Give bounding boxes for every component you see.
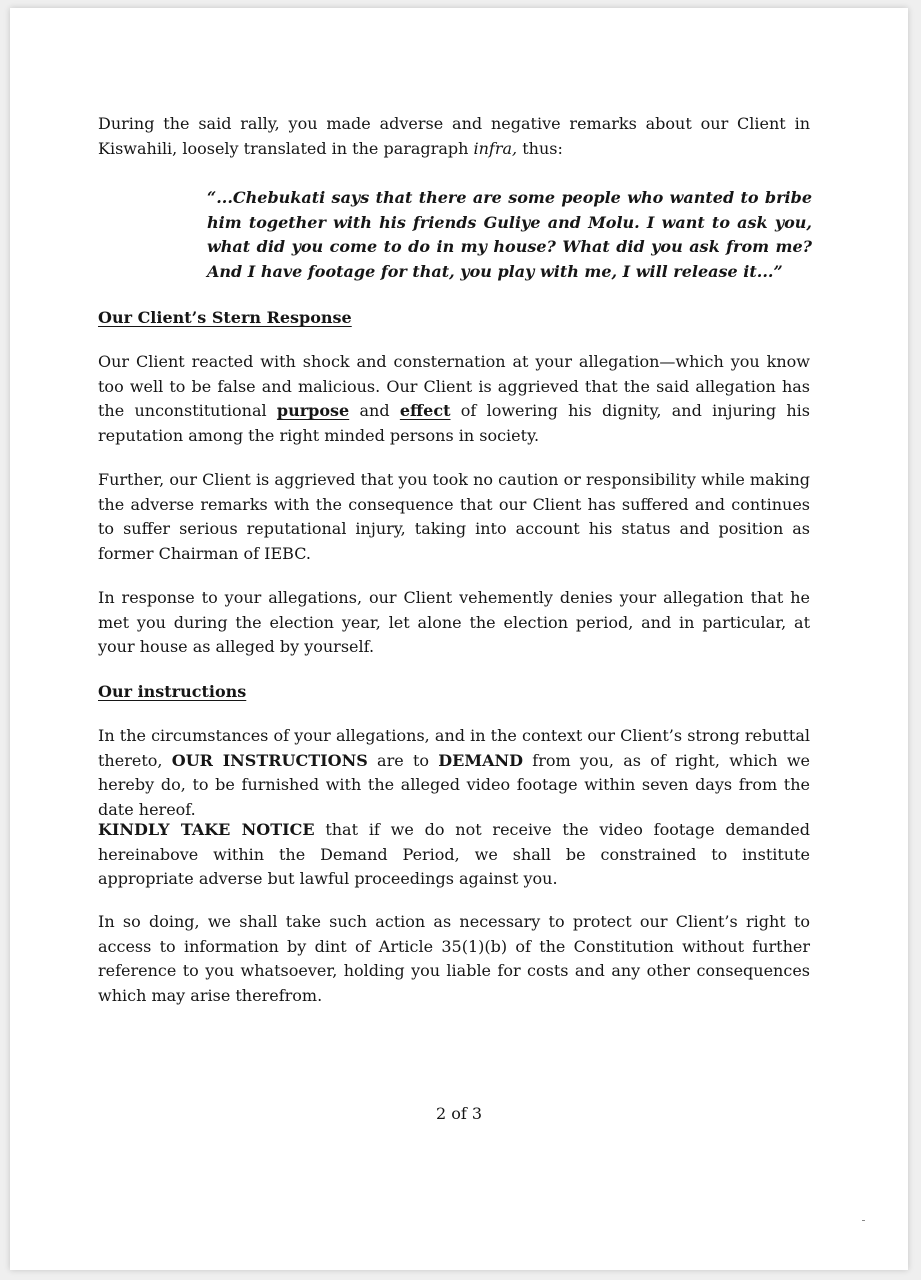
emphasis-demand: DEMAND	[438, 750, 523, 770]
heading-our-instructions: Our instructions	[98, 682, 247, 701]
paragraph-in-so-doing: In so doing, we shall take such action as necessary to protect our Client’s right to access to information by dint of Article 35(1)(b) of the Constitution without further reference to you whatsoever, holding you liable for costs and any other consequences which may arise therefrom.	[98, 912, 810, 1005]
paragraph-text: During the said rally, you made adverse and negative remarks about our Client in Kiswahili, loosely translated in the paragraph	[98, 114, 810, 158]
paragraph-reputational-injury: Further, our Client is aggrieved that you took no caution or responsibility while making the adverse remarks with the consequence that our Client has suffered and continues to suffer serious reputational injury, taking into account his status and position as former Chairman of IEBC.	[98, 470, 810, 563]
emphasis-kindly-take-notice: KINDLY TAKE NOTICE	[98, 820, 315, 839]
paragraph-kindly-take-notice: KINDLY TAKE NOTICE that if we do not receive the video footage demanded hereinabove within the Demand Period, we shall be constrained to institute appropriate adverse but lawful proceedings against you.	[98, 820, 811, 888]
emphasis-our-instructions: OUR INSTRUCTIONS	[171, 750, 368, 770]
italic-term-infra: infra,	[473, 138, 518, 158]
paragraph-rally-remarks	[98, 112, 810, 161]
document-page	[10, 8, 908, 1270]
paragraph-denial: In response to your allegations, our Client vehemently denies your allegation that he met you during the election year, let alone the election period, and in particular, at your house as alleged by yourself.	[98, 588, 810, 656]
translated-quote: “...Chebukati says that there are some people who wanted to bribe him together with his friends Guliye and Molu. I want to ask you, what did you come to do in my house? What did you ask from me? And I have footage for that, you play with me, I will release it...”	[207, 188, 812, 281]
paragraph-text: thus:	[517, 138, 563, 158]
paragraph-shock-response: Our Client reacted with shock and consternation at your allegation—which you know too well to be false and malicious. Our Client is aggrieved that the said allegation has the unconstitutional purpose and effect of lowering his dignity, and injuring his reputation among the right minded persons in society.	[98, 352, 811, 445]
scan-artifact-mark	[862, 1220, 865, 1221]
heading-stern-response: Our Client’s Stern Response	[98, 308, 352, 327]
emphasis-purpose: purpose	[276, 401, 350, 420]
page-number: 2 of 3	[435, 1104, 483, 1123]
emphasis-effect: effect	[399, 401, 451, 420]
paragraph-instructions-demand: In the circumstances of your allegations, and in the context our Client’s strong rebuttal thereto, OUR INSTRUCTIONS are to DEMAND from you, as of right, which we hereby do, to be furnished with the alleged video footage within seven days from the date hereof.	[98, 726, 811, 819]
